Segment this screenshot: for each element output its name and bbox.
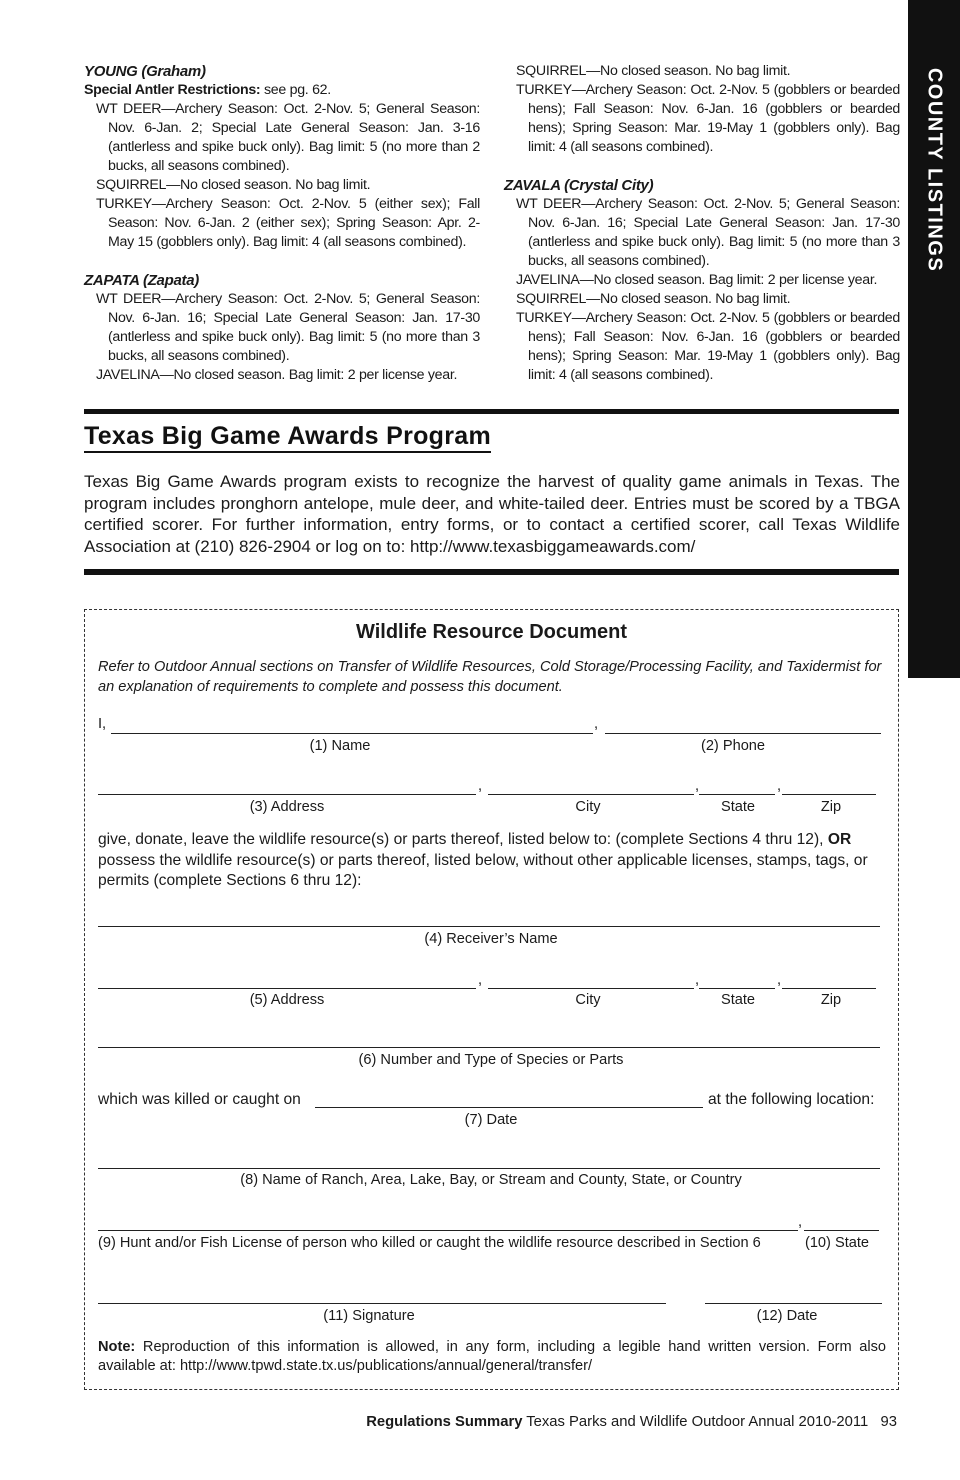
date7-field[interactable] bbox=[315, 1107, 703, 1108]
zapata-squirrel: SQUIRREL—No closed season. No bag limit. bbox=[516, 63, 791, 79]
sar-text: see pg. 62. bbox=[260, 82, 331, 98]
zip-caption: Zip bbox=[820, 799, 842, 815]
zip-field[interactable] bbox=[782, 794, 876, 795]
signature-field[interactable] bbox=[98, 1303, 666, 1304]
form-intro: Refer to Outdoor Annual sections on Transfer of Wildlife Resources, Cold Storage/Processing Facility, and Taxidermist for an explanation of requirements to complete and possess this document. bbox=[98, 659, 882, 695]
county-listings-label: COUNTY LISTINGS bbox=[923, 67, 946, 273]
ranch-field[interactable] bbox=[98, 1168, 880, 1169]
zavala-turkey: TURKEY—Archery Season: Oct. 2-Nov. 5 (gobblers or bearded hens); Fall Season: Nov. 6-Jan. 16 (gobblers or bearded hens); Spring Season: Mar. 19-May 1 (gobblers only). Bag limit: 4 (all seasons combined). bbox=[516, 310, 900, 383]
state5-field[interactable] bbox=[699, 988, 775, 989]
species-caption: (6) Number and Type of Species or Parts bbox=[358, 1052, 624, 1068]
left-column bbox=[84, 62, 480, 385]
form-note bbox=[98, 1338, 886, 1375]
zavala-wt-deer: WT DEER—Archery Season: Oct. 2-Nov. 5; General Season: Nov. 6-Jan. 16; Special Late General Season: Jan. 17-30 (antlerless and spike buck only). Bag limit: 5 (no more than 3 bucks, all seasons combined). bbox=[516, 196, 900, 269]
state10-field[interactable] bbox=[804, 1230, 879, 1231]
zavala-squirrel: SQUIRREL—No closed season. No bag limit. bbox=[516, 291, 791, 307]
state-caption: State bbox=[720, 799, 756, 815]
i-label: I, bbox=[98, 716, 107, 732]
address5-field[interactable] bbox=[98, 988, 476, 989]
zapata-turkey: TURKEY—Archery Season: Oct. 2-Nov. 5 (gobblers or bearded hens); Fall Season: Nov. 6-Jan. 16 (gobblers or bearded hens); Spring Season: Mar. 19-May 1 (gobblers only). Bag limit: 4 (all seasons combined). bbox=[516, 82, 900, 155]
county-listings-tab bbox=[908, 0, 960, 678]
zapata-wt-deer: WT DEER—Archery Season: Oct. 2-Nov. 5; General Season: Nov. 6-Jan. 16; Special Late General Season: Jan. 17-30 (antlerless and spike buck only). Bag limit: 5 (no more than 3 bucks, all seasons combined). bbox=[96, 291, 480, 364]
note-text: Reproduction of this information is allowed, in any form, including a legible hand written version. Form also available at: http://www.tpwd.state.tx.us/publications/annual/general/transfer/ bbox=[98, 1339, 886, 1374]
page-number: 93 bbox=[880, 1414, 897, 1430]
license-field[interactable] bbox=[98, 1230, 798, 1231]
county-name-young: YOUNG (Graham) bbox=[84, 63, 206, 80]
species-field[interactable] bbox=[98, 1047, 880, 1048]
receiver-caption: (4) Receiver’s Name bbox=[424, 931, 558, 947]
location-text: at the following location: bbox=[708, 1091, 875, 1108]
zip5-caption: Zip bbox=[820, 992, 842, 1008]
special-antler-restrictions bbox=[84, 81, 480, 100]
receiver-field[interactable] bbox=[98, 926, 880, 927]
footer-bold: Regulations Summary bbox=[366, 1414, 523, 1430]
county-name-zavala: ZAVALA (Crystal City) bbox=[504, 177, 654, 194]
city5-caption: City bbox=[575, 992, 601, 1008]
date12-field[interactable] bbox=[705, 1303, 882, 1304]
young-wt-deer: WT DEER—Archery Season: Oct. 2-Nov. 5; General Season: Nov. 6-Jan. 2; Special Late General Season: Jan. 3-16 (antlerless and spike buck only). Bag limit: 5 (no more than 2 bucks, all seasons combined). bbox=[96, 101, 480, 174]
name-field[interactable] bbox=[111, 733, 593, 734]
sar-label: Special Antler Restrictions: bbox=[84, 82, 261, 98]
awards-title: Texas Big Game Awards Program bbox=[84, 422, 492, 450]
form-title: Wildlife Resource Document bbox=[356, 621, 627, 643]
footer-text: Texas Parks and Wildlife Outdoor Annual 2010-2011 bbox=[522, 1414, 869, 1430]
state5-caption: State bbox=[720, 992, 756, 1008]
page-footer bbox=[366, 1414, 897, 1430]
county-name-zapata: ZAPATA (Zapata) bbox=[84, 272, 199, 289]
zip5-field[interactable] bbox=[782, 988, 876, 989]
divider-rule-top bbox=[84, 409, 899, 414]
phone-caption: (2) Phone bbox=[700, 738, 766, 754]
phone-field[interactable] bbox=[605, 733, 881, 734]
address-caption: (3) Address bbox=[249, 799, 325, 815]
awards-description: Texas Big Game Awards program exists to recognize the harvest of quality game animals in Texas. The program includes pronghorn antelope, mule deer, and white-tailed deer. Entries must be scored by a TBGA certified scorer. For further information, entry forms, or to contact a certified scorer, call Texas Wildlife Association at (210) 826-2904 or log on to: http://www.texasbiggameawards.com/ bbox=[84, 472, 900, 556]
license-caption: (9) Hunt and/or Fish License of person who killed or caught the wildlife resource described in Section 6 bbox=[98, 1235, 761, 1251]
zavala-javelina: JAVELINA—No closed season. Bag limit: 2 per license year. bbox=[516, 272, 878, 288]
note-label: Note: bbox=[98, 1339, 136, 1355]
date12-caption: (12) Date bbox=[756, 1308, 818, 1324]
state10-caption: (10) State bbox=[804, 1235, 870, 1251]
young-squirrel: SQUIRREL—No closed season. No bag limit. bbox=[96, 177, 371, 193]
divider-rule-bottom bbox=[84, 569, 899, 575]
address-field[interactable] bbox=[98, 794, 476, 795]
give-paragraph: give, donate, leave the wildlife resource(s) or parts thereof, listed below to: (complete Sections 4 thru 12), OR possess the wildlife resource(s) or parts thereof, listed below, without other applicable licenses, stamps, tags, or permits (complete Sections 6 thru 12): bbox=[98, 831, 868, 889]
city5-field[interactable] bbox=[488, 988, 694, 989]
address5-caption: (5) Address bbox=[249, 992, 325, 1008]
date7-caption: (7) Date bbox=[464, 1112, 518, 1128]
young-turkey: TURKEY—Archery Season: Oct. 2-Nov. 5 (either sex); Fall Season: Nov. 6-Jan. 2 (either sex); Spring Season: Apr. 2-May 15 (gobblers only). Bag limit: 4 (all seasons combined). bbox=[96, 196, 480, 250]
state-field[interactable] bbox=[699, 794, 775, 795]
zapata-javelina: JAVELINA—No closed season. Bag limit: 2 per license year. bbox=[96, 367, 458, 383]
signature-caption: (11) Signature bbox=[323, 1308, 415, 1324]
city-field[interactable] bbox=[488, 794, 694, 795]
or-emphasis: OR bbox=[827, 831, 852, 848]
city-caption: City bbox=[575, 799, 601, 815]
wildlife-resource-form: Wildlife Resource Document Refer to Outdoor Annual sections on Transfer of Wildlife Resources, Cold Storage/Processing Facility, and Taxidermist for an explanation of requirements to complete and possess this document. I, , (1) Name (2) Phone , , , (3) Address City State Zip give, donate, leave the wildlife resource(s) or parts thereof, listed below to: (complete Sections 4 thru 12), OR possess the wildlife resource(s) or parts thereof, listed below, without other applicable licenses, stamps, tags, or permits (complete Sections 6 thru 12): (4) Receiver’s Name , , , (5) Address City State Zip (6) Number and Type of Species or Parts which was killed or caught on at the following location: (7) Date (8) Name of Ranch, Area, Lake, Bay, or Stream and County, State, or Country , (9) Hunt and/or Fish License of person who killed or caught the wildlife resource described in Section 6 (10) State (11) Signature (12) Date Note: Reproduction of this information is allowed, in any form, including a legible hand written version. Form also available at: http://www.tpwd.state.tx.us/publications/annual/general/transfer/ bbox=[84, 609, 899, 1390]
name-caption: (1) Name bbox=[309, 738, 371, 754]
killed-text: which was killed or caught on bbox=[98, 1091, 301, 1108]
right-column bbox=[504, 62, 900, 385]
ranch-caption: (8) Name of Ranch, Area, Lake, Bay, or Stream and County, State, or Country bbox=[240, 1172, 742, 1188]
